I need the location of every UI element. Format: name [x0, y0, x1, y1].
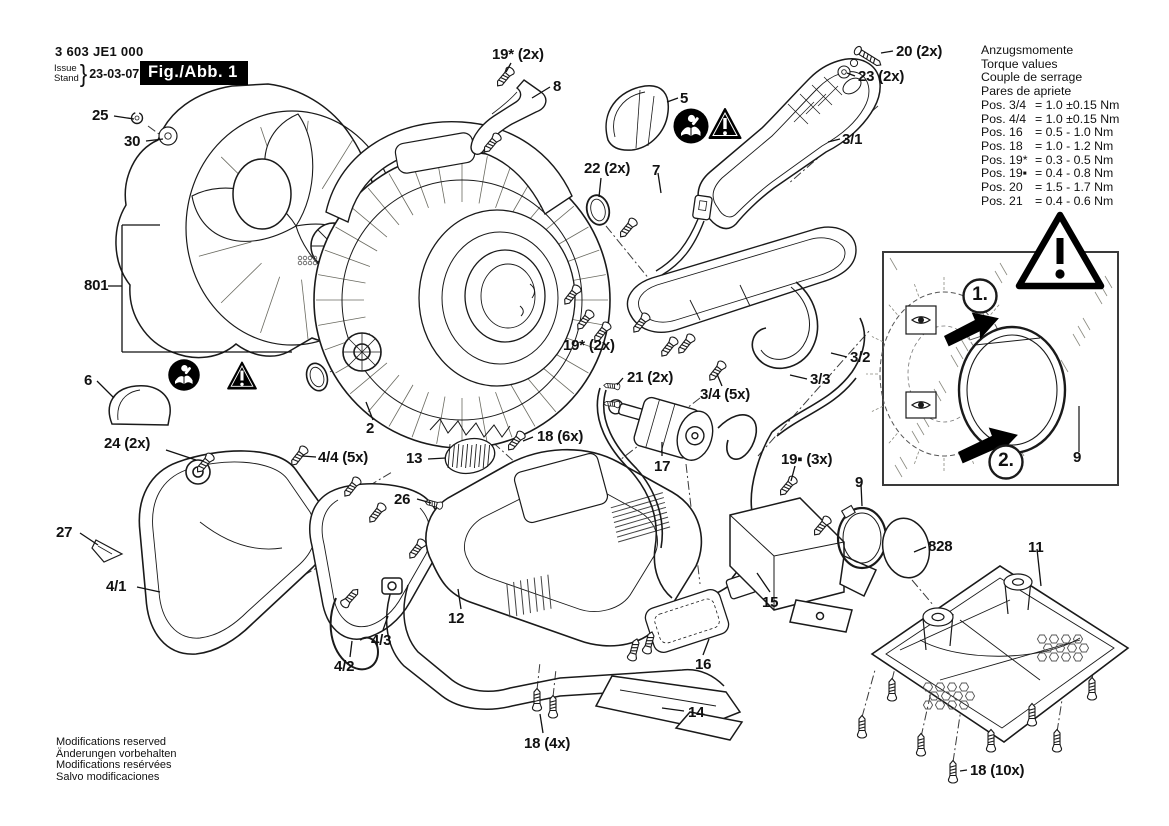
part-label: 6: [84, 372, 93, 389]
box-part-15: [730, 498, 876, 632]
cover-part-5: [606, 86, 668, 150]
part-label: 3/1: [842, 131, 863, 148]
torque-title: Couple de serrage: [981, 70, 1083, 85]
part-label: 26: [394, 491, 411, 508]
cover-part-6: [109, 386, 170, 425]
issue-stand-block: [54, 61, 139, 87]
torque-table: [981, 44, 1119, 208]
clamp-ring-part-9: [838, 506, 886, 568]
brace-glyph: }: [79, 59, 88, 88]
part-label: 20 (2x): [896, 43, 943, 60]
torque-row: Pos. 16 = 0.5 - 1.0 Nm: [981, 125, 1114, 140]
torque-title: Torque values: [981, 56, 1058, 71]
footer-line: Modifications resérvées: [56, 759, 172, 772]
torque-row: Pos. 20 = 1.5 - 1.7 Nm: [981, 180, 1114, 195]
torque-row: Pos. 19▪ = 0.4 - 0.8 Nm: [981, 166, 1114, 181]
seal-part-828: [877, 514, 934, 582]
part-label: 11: [1028, 539, 1044, 556]
part-label: 30: [124, 133, 141, 150]
part-label: 19▪ (3x): [781, 451, 833, 468]
part-label: 18 (6x): [537, 428, 584, 445]
torque-title: Pares de apriete: [981, 84, 1072, 99]
warning-triangle-icon: [710, 109, 741, 138]
footer-line: Änderungen vorbehalten: [56, 747, 177, 760]
figure-label: Fig./Abb. 1: [140, 61, 248, 85]
part-label: 5: [680, 90, 689, 107]
issue-label: Issue: [54, 63, 77, 74]
cover-part-4-3: [310, 484, 442, 639]
torque-row: Pos. 18 = 1.0 - 1.2 Nm: [981, 138, 1114, 153]
part-label: 19* (2x): [563, 337, 615, 354]
part-label: 13: [406, 450, 423, 467]
part-label: 22 (2x): [584, 160, 631, 177]
part-label: 17: [654, 458, 671, 475]
part-label: 15: [762, 594, 779, 611]
part-label: 2: [366, 420, 375, 437]
torque-row: Pos. 4/4 = 1.0 ±0.15 Nm: [981, 111, 1120, 126]
part-label: 8: [553, 78, 562, 95]
part-label: 21 (2x): [627, 369, 674, 386]
warning-triangle-icon: [228, 363, 256, 389]
frame-parts-3-2-3-3: [627, 227, 856, 368]
part-label: 18 (4x): [524, 735, 571, 752]
part-label: 25: [92, 107, 109, 124]
part-label: 3/2: [850, 349, 871, 366]
part-label: 4/2: [334, 658, 355, 675]
warning-triangle-outline-icon: [1019, 215, 1101, 286]
part-label: 7: [652, 162, 661, 179]
part-label: 4/3: [371, 632, 392, 649]
torque-row: Pos. 19* = 0.3 - 0.5 Nm: [981, 152, 1114, 167]
torque-title: Anzugsmomente: [981, 43, 1074, 57]
stand-label: Stand: [54, 73, 79, 84]
part-label: 16: [695, 656, 712, 673]
base-plate-part-11: [872, 566, 1128, 742]
part-label: 828: [928, 538, 953, 555]
part-label: 24 (2x): [104, 435, 151, 452]
torque-row: Pos. 21 = 0.4 - 0.6 Nm: [981, 193, 1114, 208]
torque-row: Pos. 3/4 = 1.0 ±0.15 Nm: [981, 97, 1120, 112]
step-2-label: 2.: [998, 450, 1014, 472]
part-label: 3/3: [810, 371, 831, 388]
detail-inset-box: [866, 215, 1118, 485]
read-manual-icon: [168, 359, 200, 391]
part-number: 3 603 JE1 000: [55, 44, 144, 59]
part-label: 9: [855, 474, 864, 491]
read-manual-icon: [674, 109, 709, 144]
part-label: 4/4 (5x): [318, 449, 369, 466]
issue-date: 23-03-07: [89, 67, 140, 81]
cover-part-4-1: [139, 451, 328, 654]
footer-line: Salvo modificaciones: [56, 771, 160, 784]
part-label: 12: [448, 610, 465, 627]
part-label: 14: [688, 704, 705, 721]
step-1-label: 1.: [972, 284, 988, 306]
part-label: 27: [56, 524, 73, 541]
part-label: 4/1: [106, 578, 127, 595]
part-label: 23 (2x): [858, 68, 905, 85]
part-label: 19* (2x): [492, 46, 544, 63]
part-label-9-inset: 9: [1073, 449, 1082, 466]
footer-line: Modifications reserved: [56, 736, 167, 748]
part-label: 801: [84, 277, 109, 294]
modifications-notice: [56, 737, 176, 784]
motor-drum-part-2: [303, 122, 610, 448]
part-label: 18 (10x): [970, 762, 1025, 779]
part-label: 3/4 (5x): [700, 386, 751, 403]
